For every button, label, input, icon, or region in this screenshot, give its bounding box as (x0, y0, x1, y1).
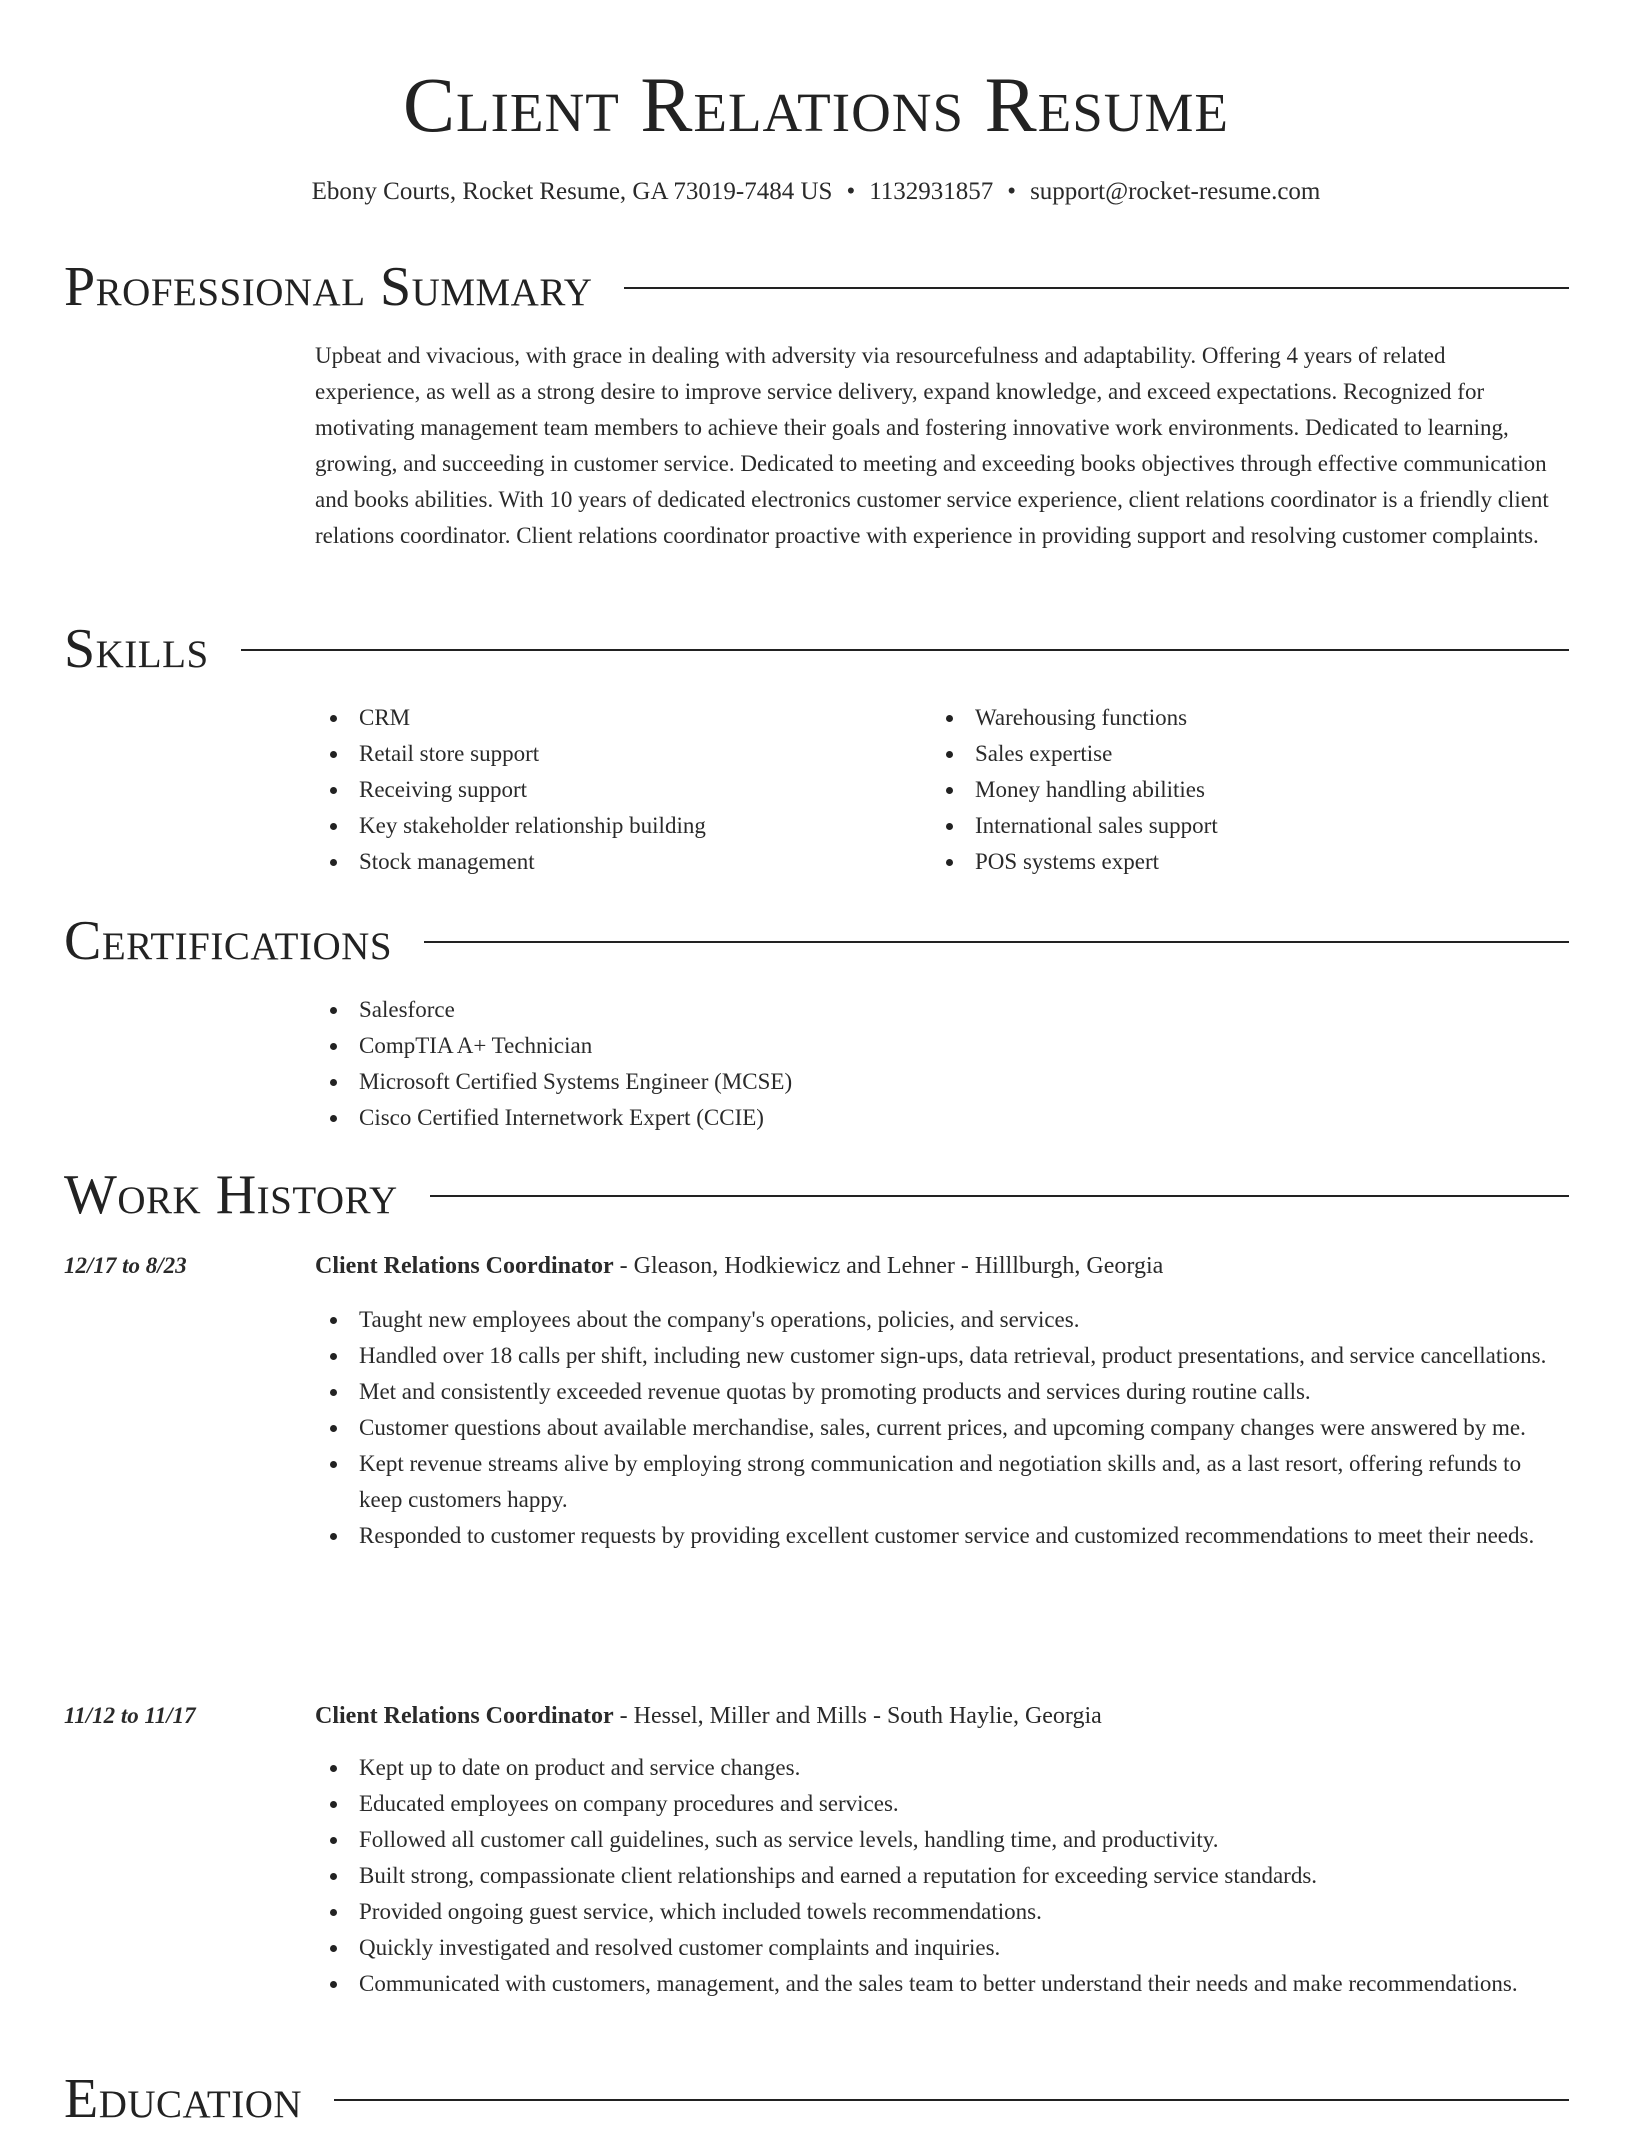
section-title-work-history: Work History (64, 1164, 398, 1226)
certification-item: Cisco Certified Internetwork Expert (CCIE) (315, 1100, 1555, 1136)
skill-item: CRM (315, 700, 915, 736)
skill-item: Retail store support (315, 736, 915, 772)
job-duty: Handled over 18 calls per shift, including new customer sign-ups, data retrieval, product presentations, and service cancellations. (315, 1338, 1565, 1374)
skill-item: Stock management (315, 844, 915, 880)
section-title-certifications: Certifications (64, 910, 393, 972)
job-duty: Kept up to date on product and service changes. (315, 1750, 1565, 1786)
section-rule (334, 2099, 1569, 2101)
section-rule (241, 649, 1569, 651)
job-duties-list (315, 1750, 1565, 2002)
section-title-education: Education (64, 2068, 303, 2130)
section-title-summary: Professional Summary (64, 256, 593, 318)
job-dates: 12/17 to 8/23 (64, 1253, 187, 1278)
job-role: Client Relations Coordinator (315, 1253, 614, 1279)
skill-item: Sales expertise (931, 736, 1551, 772)
skill-item: POS systems expert (931, 844, 1551, 880)
summary-text: Upbeat and vivacious, with grace in dealing with adversity via resourcefulness and adaptability. Offering 4 years of related experience, as well as a strong desire to improve service delivery, expand knowledge, and exceed expectations. Recognized for motivating management team members to achieve their goals and fostering innovative work environments. Dedicated to learning, growing, and succeeding in customer service. Dedicated to meeting and exceeding books objectives through effective communication and books abilities. With 10 years of dedicated electronics customer service experience, client relations coordinator is a friendly client relations coordinator. Client relations coordinator proactive with experience in providing support and resolving customer complaints. (315, 343, 1549, 548)
certification-item: CompTIA A+ Technician (315, 1028, 1555, 1064)
skill-item: Key stakeholder relationship building (315, 808, 915, 844)
skills-list-right (931, 700, 1551, 880)
contact-separator: • (1007, 178, 1017, 205)
certifications-list (315, 992, 1555, 1136)
job-role: Client Relations Coordinator (315, 1703, 614, 1729)
skill-item: Money handling abilities (931, 772, 1551, 808)
job-duty: Kept revenue streams alive by employing strong communication and negotiation skills and, as a last resort, offering refunds to keep customers happy. (315, 1446, 1565, 1518)
job-employer: - Hessel, Miller and Mills - South Haylie, Georgia (613, 1703, 1102, 1729)
skill-item: International sales support (931, 808, 1551, 844)
job-duty: Provided ongoing guest service, which included towels recommendations. (315, 1894, 1565, 1930)
job-duty: Followed all customer call guidelines, such as service levels, handling time, and productivity. (315, 1822, 1565, 1858)
skills-list-left (315, 700, 915, 880)
skill-item: Warehousing functions (931, 700, 1551, 736)
contact-email: support@rocket-resume.com (1030, 178, 1321, 205)
job-duties-list (315, 1302, 1565, 1554)
section-header-work-history (64, 1160, 1569, 1230)
job-duty: Educated employees on company procedures and services. (315, 1786, 1565, 1822)
certification-item: Microsoft Certified Systems Engineer (MCSE) (315, 1064, 1555, 1100)
job-duty: Built strong, compassionate client relationships and earned a reputation for exceeding service standards. (315, 1858, 1565, 1894)
certification-item: Salesforce (315, 992, 1555, 1028)
contact-phone: 1132931857 (869, 178, 994, 205)
section-title-skills: Skills (64, 618, 209, 680)
section-rule (430, 1195, 1569, 1197)
job-heading (315, 1248, 1565, 1284)
job-duty: Met and consistently exceeded revenue quotas by promoting products and services during routine calls. (315, 1374, 1565, 1410)
job-duty: Communicated with customers, management, and the sales team to better understand their needs and make recommendations. (315, 1966, 1565, 2002)
resume-title: Client Relations Resume (402, 61, 1230, 148)
section-header-skills (64, 614, 1569, 684)
section-rule (424, 941, 1569, 943)
job-duty: Taught new employees about the company's operations, policies, and services. (315, 1302, 1565, 1338)
job-heading (315, 1698, 1565, 1734)
contact-address: Ebony Courts, Rocket Resume, GA 73019-7484 US (311, 178, 833, 205)
section-rule (624, 287, 1569, 289)
contact-line (0, 175, 1632, 209)
job-duty: Quickly investigated and resolved customer complaints and inquiries. (315, 1930, 1565, 1966)
section-header-education (64, 2064, 1569, 2134)
job-employer: - Gleason, Hodkiewicz and Lehner - Hilllburgh, Georgia (613, 1253, 1164, 1279)
job-dates: 11/12 to 11/17 (64, 1703, 196, 1728)
job-duty: Responded to customer requests by providing excellent customer service and customized recommendations to meet their needs. (315, 1518, 1565, 1554)
contact-separator: • (846, 178, 856, 205)
section-header-certifications (64, 906, 1569, 976)
job-duty: Customer questions about available merchandise, sales, current prices, and upcoming company changes were answered by me. (315, 1410, 1565, 1446)
skill-item: Receiving support (315, 772, 915, 808)
section-header-summary (64, 252, 1569, 322)
